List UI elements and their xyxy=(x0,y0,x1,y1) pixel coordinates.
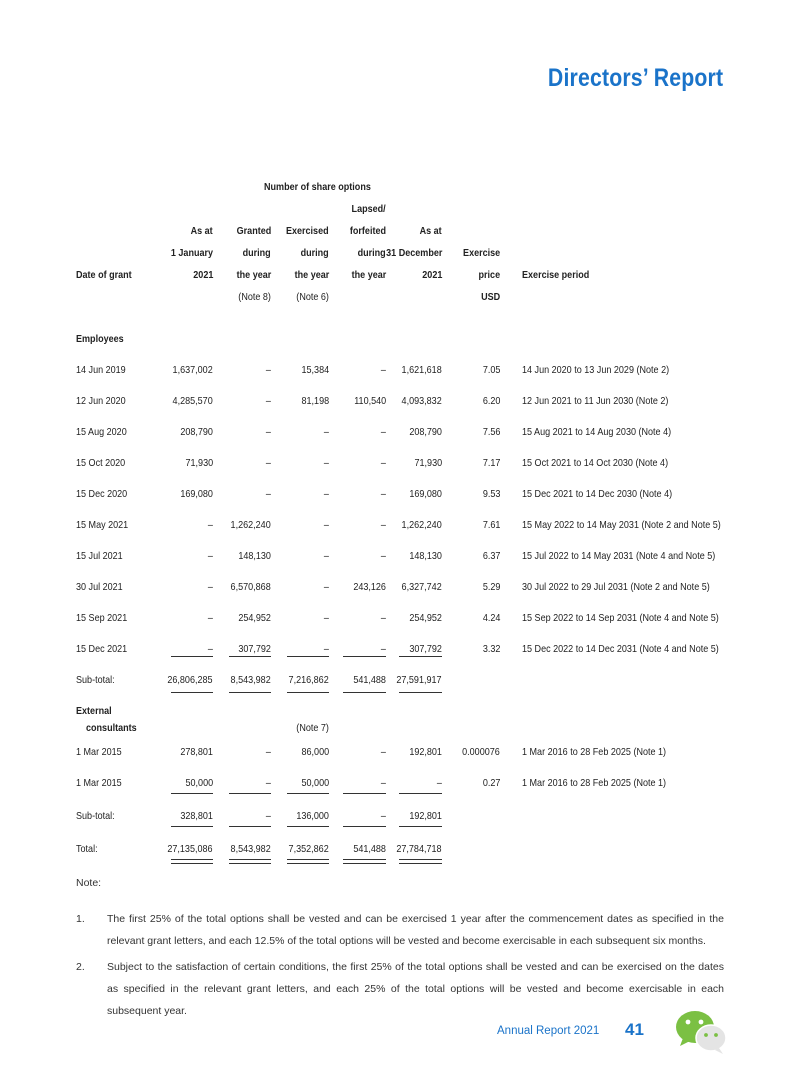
exercise-period: 15 Dec 2022 to 14 Dec 2031 (Note 4 and Note 5) xyxy=(522,643,719,655)
subtotal-label: Sub-total: xyxy=(76,810,115,822)
option-count: – xyxy=(265,457,271,469)
subtotal-value: 328,801 xyxy=(180,810,213,822)
grant-date: 15 Dec 2021 xyxy=(76,643,128,655)
double-underline xyxy=(343,859,386,864)
option-count: 1,637,002 xyxy=(172,364,213,376)
option-count: 71,930 xyxy=(414,457,442,469)
underline xyxy=(399,656,442,657)
option-count: 254,952 xyxy=(409,612,442,624)
option-count: 169,080 xyxy=(409,488,442,500)
option-count: – xyxy=(323,488,329,500)
option-count: 6,327,742 xyxy=(401,581,442,593)
note-item-1 xyxy=(76,908,724,952)
column-header: Exercised xyxy=(286,225,329,237)
option-count: – xyxy=(323,519,329,531)
option-count: 81,198 xyxy=(301,395,329,407)
option-count: – xyxy=(380,426,386,438)
subtotal-value: 192,801 xyxy=(409,810,442,822)
section-label-employees: Employees xyxy=(76,333,124,345)
column-header: during xyxy=(300,247,329,259)
grant-date: 15 Dec 2020 xyxy=(76,488,128,500)
exercise-period: 15 Jul 2022 to 14 May 2031 (Note 4 and Note 5) xyxy=(522,550,716,562)
option-count: – xyxy=(323,612,329,624)
exercise-price: 0.27 xyxy=(482,777,500,789)
page-number: 41 xyxy=(625,1020,644,1039)
option-count: – xyxy=(207,550,213,562)
option-count: 169,080 xyxy=(180,488,213,500)
option-count: – xyxy=(207,581,213,593)
option-count: – xyxy=(265,426,271,438)
option-count: 71,930 xyxy=(185,457,213,469)
total-value: 27,784,718 xyxy=(396,843,442,855)
total-value: 7,352,862 xyxy=(288,843,329,855)
column-header: the year xyxy=(351,269,386,281)
double-underline xyxy=(171,859,213,864)
subtotal-value: 27,591,917 xyxy=(396,674,442,686)
underline xyxy=(399,692,442,693)
exercise-price: 7.05 xyxy=(482,364,500,376)
underline xyxy=(287,656,329,657)
note-text: The first 25% of the total options shall be vested and can be exercised 1 year after the commencement dates as specified in the relevant grant letters, and each 12.5% of the total options will be vested and become exercisable in each subsequent six months. xyxy=(107,913,724,947)
underline xyxy=(343,793,386,794)
option-count: 208,790 xyxy=(409,426,442,438)
exercise-period: 1 Mar 2016 to 28 Feb 2025 (Note 1) xyxy=(522,777,667,789)
underline xyxy=(287,793,329,794)
option-count: 1,262,240 xyxy=(230,519,271,531)
double-underline xyxy=(399,859,442,864)
option-count: – xyxy=(323,581,329,593)
option-count: 148,130 xyxy=(409,550,442,562)
column-header: during xyxy=(357,247,386,259)
option-count: 208,790 xyxy=(180,426,213,438)
underline xyxy=(229,692,271,693)
subtotal-value: 541,488 xyxy=(353,674,386,686)
column-header: Lapsed/ xyxy=(351,203,386,215)
exercise-period: 15 May 2022 to 14 May 2031 (Note 2 and Note 5) xyxy=(522,519,721,531)
option-count: – xyxy=(265,777,271,789)
notes-heading: Note: xyxy=(76,877,102,889)
option-count: 243,126 xyxy=(353,581,386,593)
subtotal-value: 7,216,862 xyxy=(288,674,329,686)
option-count: – xyxy=(323,643,329,655)
subtotal-value: 136,000 xyxy=(296,810,329,822)
option-count: – xyxy=(436,777,442,789)
option-count: – xyxy=(207,612,213,624)
column-header: As at xyxy=(419,225,442,237)
exercise-period: 14 Jun 2020 to 13 Jun 2029 (Note 2) xyxy=(522,364,670,376)
exercise-price: 7.61 xyxy=(482,519,500,531)
underline xyxy=(287,692,329,693)
option-count: – xyxy=(380,612,386,624)
section-label-consultants: consultants xyxy=(86,722,137,734)
option-count: – xyxy=(380,777,386,789)
exercise-price: 9.53 xyxy=(482,488,500,500)
grant-date: 14 Jun 2019 xyxy=(76,364,126,376)
exercise-period: 15 Dec 2021 to 14 Dec 2030 (Note 4) xyxy=(522,488,673,500)
option-count: – xyxy=(265,746,271,758)
option-count: – xyxy=(380,643,386,655)
double-underline xyxy=(229,859,271,864)
column-header-note: (Note 6) xyxy=(296,291,329,303)
option-count: 4,093,832 xyxy=(401,395,442,407)
subtotal-value: 8,543,982 xyxy=(230,674,271,686)
option-count: 110,540 xyxy=(354,395,386,407)
option-count: – xyxy=(265,395,271,407)
option-count: 4,285,570 xyxy=(172,395,213,407)
subtotal-value: 26,806,285 xyxy=(167,674,213,686)
option-count: – xyxy=(323,550,329,562)
option-count: – xyxy=(265,364,271,376)
exercise-price: 6.37 xyxy=(482,550,500,562)
underline xyxy=(343,826,386,827)
exercise-price: 4.24 xyxy=(482,612,500,624)
underline xyxy=(229,656,271,657)
underline xyxy=(171,826,213,827)
grant-date: 1 Mar 2015 xyxy=(76,746,122,758)
column-header: the year xyxy=(236,269,271,281)
column-header: 1 January xyxy=(170,247,213,259)
option-count: 15,384 xyxy=(301,364,329,376)
note-number: 2. xyxy=(76,961,85,973)
grant-date: 1 Mar 2015 xyxy=(76,777,122,789)
exercise-price: 7.56 xyxy=(482,426,500,438)
underline xyxy=(171,692,213,693)
option-count: 6,570,868 xyxy=(230,581,271,593)
total-label: Total: xyxy=(76,843,98,855)
column-header-note: (Note 8) xyxy=(238,291,271,303)
grant-date: 15 Sep 2021 xyxy=(76,612,128,624)
column-header: the year xyxy=(294,269,329,281)
underline xyxy=(171,656,213,657)
option-count: 50,000 xyxy=(301,777,329,789)
grant-date: 15 Jul 2021 xyxy=(76,550,123,562)
column-header: USD xyxy=(480,291,500,303)
section-label-external: External xyxy=(76,705,112,717)
exercise-price: 3.32 xyxy=(482,643,500,655)
underline xyxy=(287,826,329,827)
grant-date: 12 Jun 2020 xyxy=(76,395,126,407)
option-count: – xyxy=(380,364,386,376)
column-header: Exercise period xyxy=(522,269,590,281)
column-header: Date of grant xyxy=(76,269,132,281)
option-count: – xyxy=(265,488,271,500)
underline xyxy=(229,826,271,827)
option-count: 50,000 xyxy=(185,777,213,789)
exercise-period: 15 Oct 2021 to 14 Oct 2030 (Note 4) xyxy=(522,457,669,469)
option-count: 192,801 xyxy=(409,746,442,758)
option-count: – xyxy=(207,643,213,655)
exercise-price: 5.29 xyxy=(482,581,500,593)
column-header: price xyxy=(478,269,500,281)
grant-date: 15 Oct 2020 xyxy=(76,457,126,469)
option-count: 1,262,240 xyxy=(401,519,442,531)
grant-date: 15 Aug 2020 xyxy=(76,426,127,438)
wechat-logo-icon xyxy=(675,1008,727,1054)
column-header: 31 December xyxy=(385,247,442,259)
underline xyxy=(399,826,442,827)
page-title: Directors’ Report xyxy=(547,64,723,92)
total-value: 8,543,982 xyxy=(230,843,271,855)
option-count: – xyxy=(380,488,386,500)
double-underline xyxy=(287,859,329,864)
column-header: 2021 xyxy=(192,269,213,281)
column-header: during xyxy=(242,247,271,259)
subtotal-value: – xyxy=(380,810,386,822)
option-count: 254,952 xyxy=(238,612,271,624)
underline xyxy=(343,692,386,693)
exercise-period: 12 Jun 2021 to 11 Jun 2030 (Note 2) xyxy=(522,395,669,407)
group-header: Number of share options xyxy=(264,181,371,193)
option-count: 148,130 xyxy=(238,550,271,562)
option-count: – xyxy=(323,457,329,469)
option-count: 86,000 xyxy=(301,746,329,758)
exercise-price: 0.000076 xyxy=(462,746,500,758)
option-count: – xyxy=(323,426,329,438)
subtotal-label: Sub-total: xyxy=(76,674,115,686)
column-header: As at xyxy=(190,225,213,237)
note-text: Subject to the satisfaction of certain conditions, the first 25% of the total options shall be vested and can be exercised on the dates as specified in the relevant grant letters, and each 25% of the total options will be vested and become exercisable in each subsequent year. xyxy=(107,961,724,1017)
option-count: – xyxy=(380,457,386,469)
column-header: Granted xyxy=(236,225,271,237)
exercise-period: 15 Aug 2021 to 14 Aug 2030 (Note 4) xyxy=(522,426,672,438)
option-count: 307,792 xyxy=(409,643,442,655)
total-value: 27,135,086 xyxy=(167,843,213,855)
column-note: (Note 7) xyxy=(296,722,329,734)
option-count: – xyxy=(380,746,386,758)
exercise-period: 30 Jul 2022 to 29 Jul 2031 (Note 2 and Note 5) xyxy=(522,581,710,593)
note-item-2 xyxy=(76,956,724,1022)
column-header: 2021 xyxy=(421,269,442,281)
option-count: – xyxy=(380,550,386,562)
option-count: 278,801 xyxy=(180,746,213,758)
underline xyxy=(171,793,213,794)
subtotal-value: – xyxy=(265,810,271,822)
grant-date: 15 May 2021 xyxy=(76,519,129,531)
option-count: 307,792 xyxy=(238,643,271,655)
exercise-period: 15 Sep 2022 to 14 Sep 2031 (Note 4 and Note 5) xyxy=(522,612,719,624)
grant-date: 30 Jul 2021 xyxy=(76,581,123,593)
column-header: Exercise xyxy=(462,247,500,259)
option-count: – xyxy=(207,519,213,531)
underline xyxy=(343,656,386,657)
exercise-period: 1 Mar 2016 to 28 Feb 2025 (Note 1) xyxy=(522,746,667,758)
note-number: 1. xyxy=(76,913,85,925)
underline xyxy=(229,793,271,794)
option-count: 1,621,618 xyxy=(401,364,442,376)
exercise-price: 6.20 xyxy=(482,395,500,407)
footer-report-label: Annual Report 2021 xyxy=(497,1025,600,1037)
underline xyxy=(399,793,442,794)
total-value: 541,488 xyxy=(353,843,386,855)
exercise-price: 7.17 xyxy=(482,457,500,469)
column-header: forfeited xyxy=(349,225,386,237)
option-count: – xyxy=(380,519,386,531)
